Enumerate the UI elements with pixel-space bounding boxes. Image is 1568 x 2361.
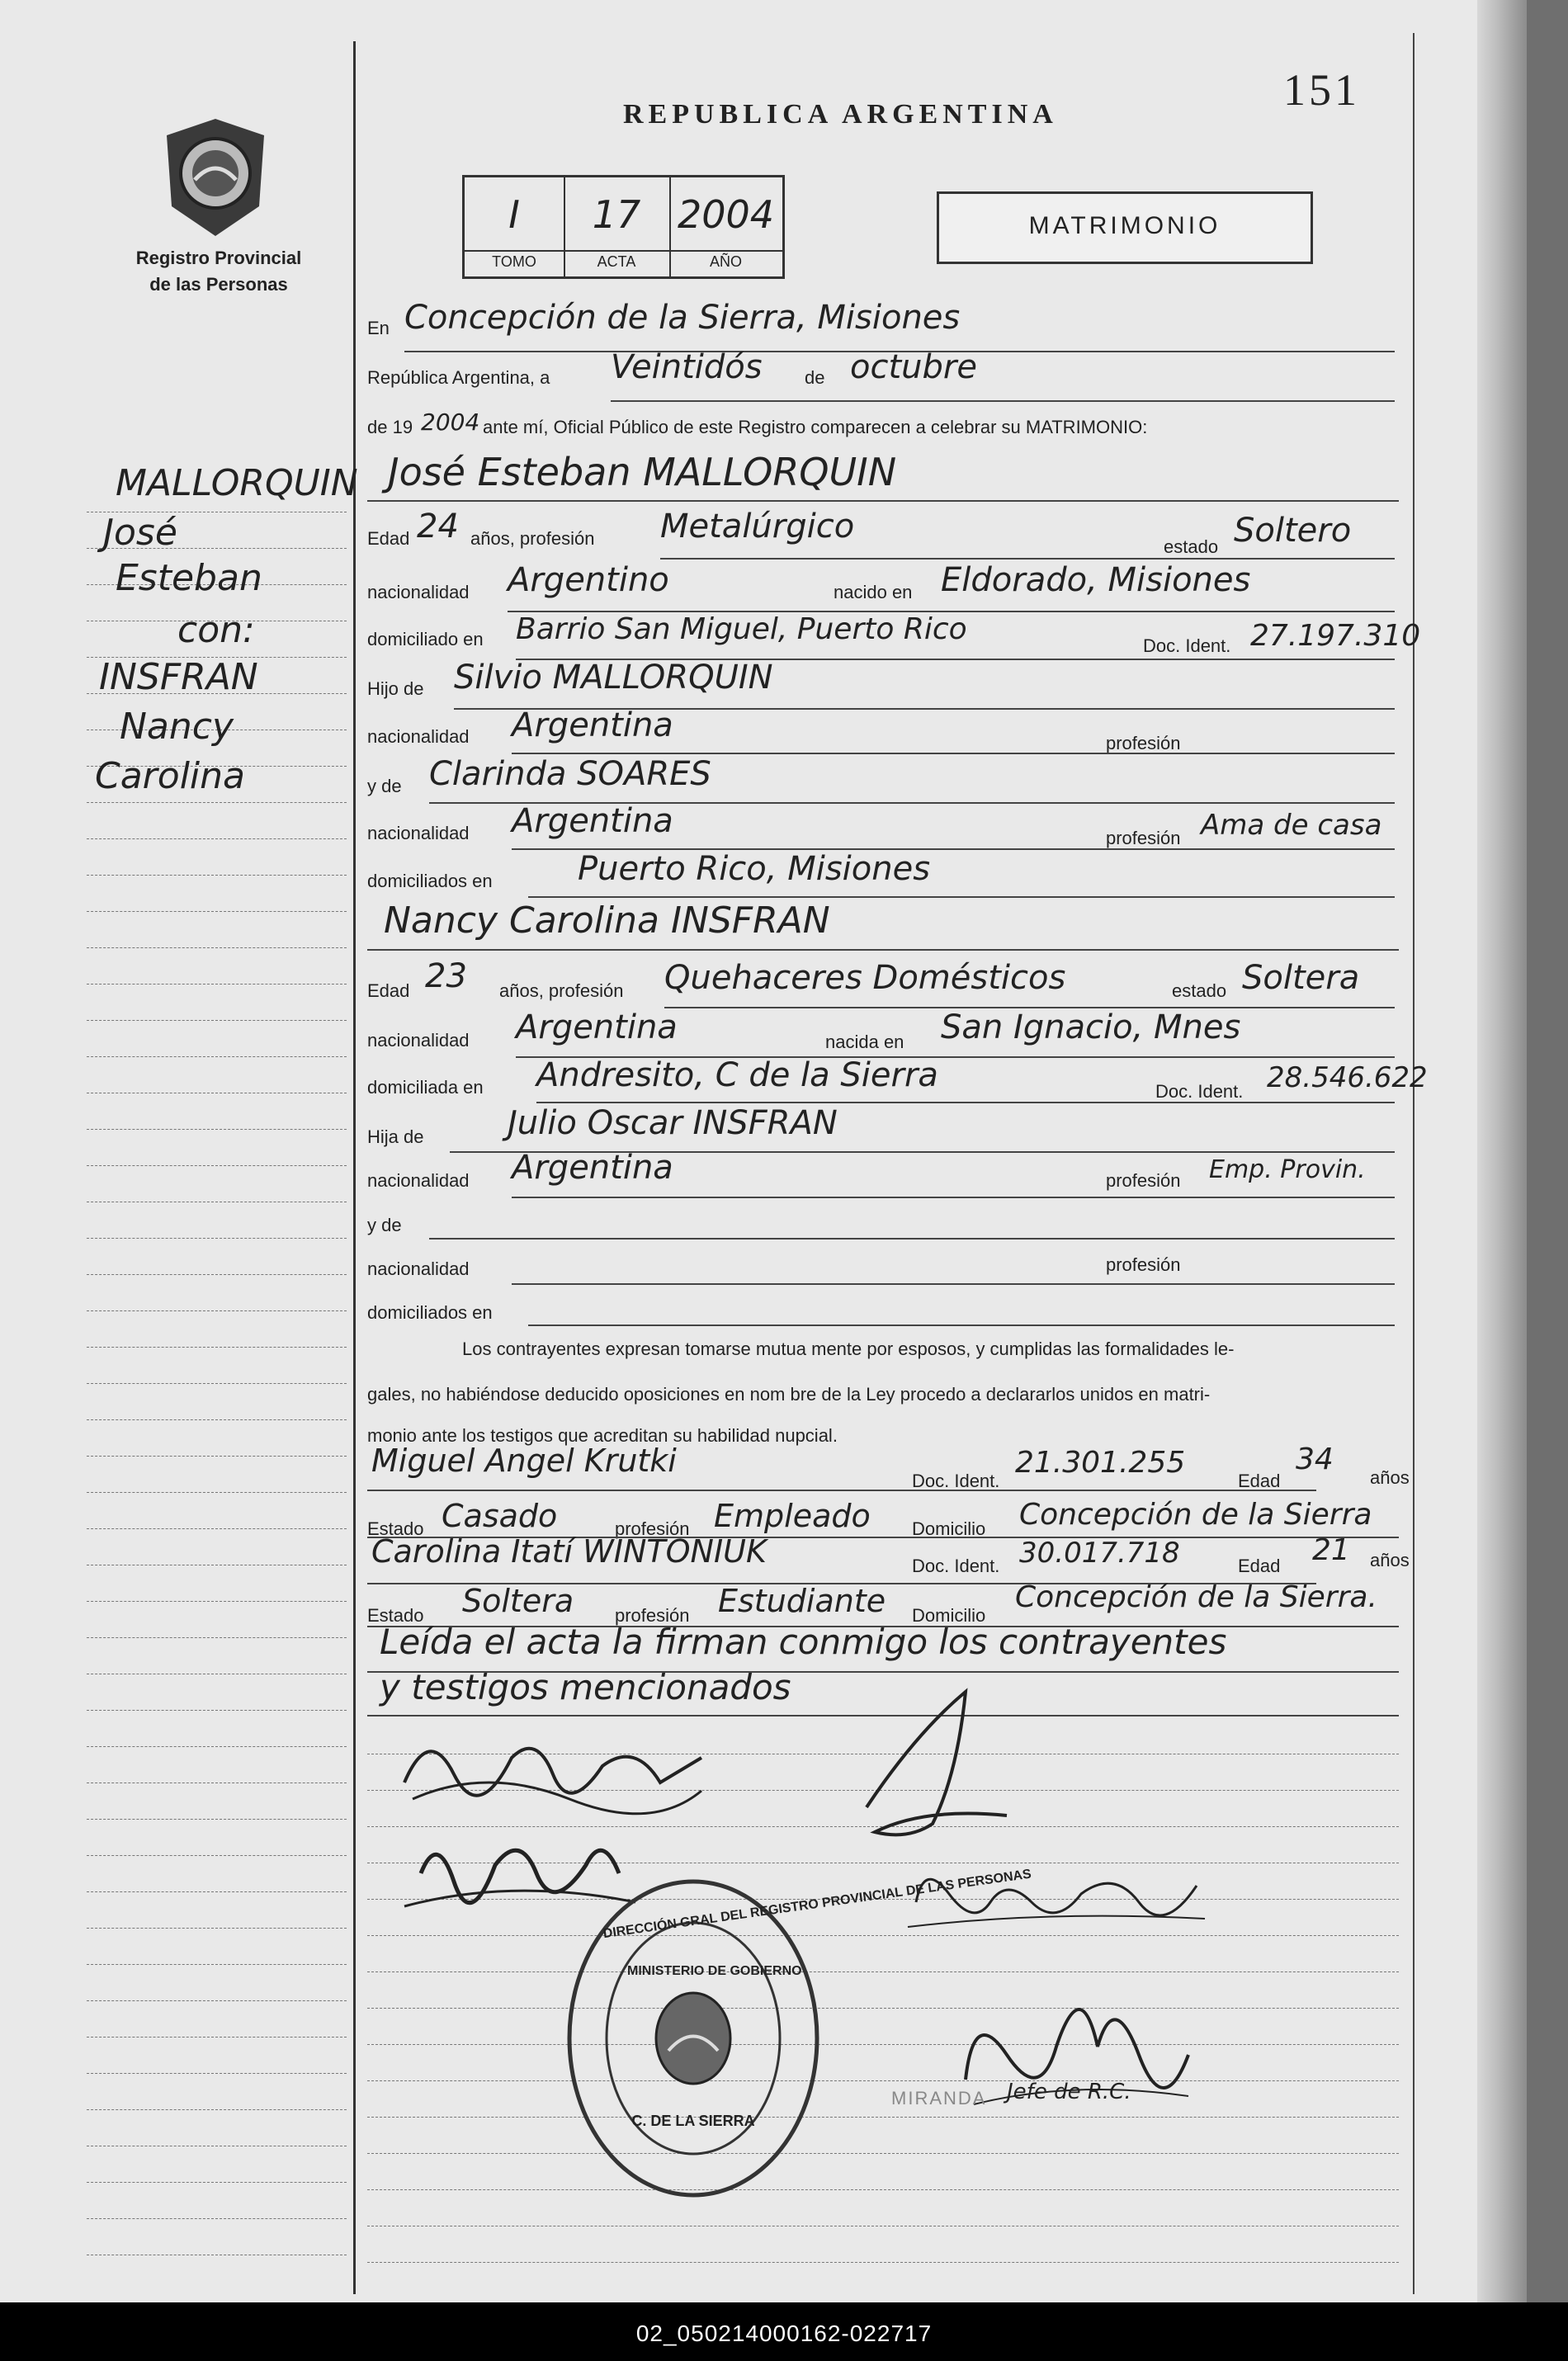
witness1-profesion: Empleado [714, 1498, 871, 1534]
witness1-name: Miguel Angel Krutki [371, 1443, 677, 1479]
witness2-domicilio: Concepción de la Sierra. [1015, 1580, 1377, 1614]
margin-rule [87, 875, 347, 876]
witness1-edad: 34 [1296, 1443, 1334, 1476]
body-rule [367, 2008, 1399, 2009]
groom-madre-nac: Argentina [512, 802, 673, 840]
body-rule [367, 2189, 1399, 2190]
witness2-anios-label: años [1370, 1550, 1410, 1570]
margin-note-surname: MALLORQUIN [116, 462, 358, 504]
closing-line1: Leída el acta la firman conmigo los contrayentes [380, 1622, 1227, 1662]
margin-rule [87, 838, 347, 839]
witness2-estado-label: Estado [367, 1605, 424, 1626]
witness2-edad-label: Edad [1238, 1556, 1281, 1576]
bride-padre-nac: Argentina [512, 1149, 673, 1187]
groom-estado-label: estado [1164, 536, 1219, 557]
margin-note-line5: INSFRAN [99, 656, 258, 698]
margin-rule [87, 1637, 347, 1638]
margin-note-line3: Esteban [116, 557, 262, 599]
year-prefix-label: de 19 [367, 417, 413, 437]
margin-rule [87, 1746, 347, 1747]
groom-profesion: Metalúrgico [660, 508, 855, 545]
groom-profesion-label: años, profesión [470, 528, 595, 549]
margin-rule [87, 1274, 347, 1275]
bride-nacionalidad: Argentina [516, 1008, 678, 1046]
declaration-line2: gales, no habiéndose deducido oposiciones en nom bre de la Ley procedo a declararlos unidos en matri- [367, 1384, 1211, 1405]
groom-padre-nac: Argentina [512, 706, 673, 744]
en-label: En [367, 318, 390, 338]
intro-text: ante mí, Oficial Público de este Registro comparecen a celebrar su MATRIMONIO: [483, 417, 1148, 437]
margin-rule [87, 1710, 347, 1711]
margin-rule [87, 1419, 347, 1420]
margin-note-line2: José [103, 512, 177, 554]
bride-domicilio: Andresito, C de la Sierra [536, 1056, 938, 1094]
declaration-line1: Los contrayentes expresan tomarse mutua mente por esposos, y cumplidas las formalidades le- [462, 1339, 1235, 1359]
signature-official-icon [941, 1956, 1205, 2137]
groom-edad: 24 [417, 508, 459, 545]
body-rule [367, 2044, 1399, 2045]
bride-doc-label: Doc. Ident. [1155, 1081, 1244, 1102]
margin-rule [87, 1855, 347, 1856]
groom-doc-label: Doc. Ident. [1143, 635, 1231, 656]
bride-doc: 28.546.622 [1267, 1061, 1428, 1094]
bride-profesion-label: años, profesión [499, 980, 624, 1001]
registry-name-line2: de las Personas [149, 274, 288, 295]
margin-rule [87, 802, 347, 803]
margin-rule [87, 2218, 347, 2219]
tomo-label: TOMO [492, 253, 536, 270]
bride-dom-label: domiciliada en [367, 1077, 484, 1098]
bride-nacida-label: nacida en [825, 1032, 904, 1052]
bride-padres-dom-label: domiciliados en [367, 1302, 493, 1323]
margin-note-line4: con: [177, 609, 255, 651]
bride-estado-label: estado [1172, 980, 1227, 1001]
bride-hija-label: Hija de [367, 1126, 424, 1147]
margin-rule [87, 1347, 347, 1348]
groom-hijo-label: Hijo de [367, 678, 424, 699]
bride-profesion: Quehaceres Domésticos [664, 959, 1066, 997]
anio-value: 2004 [677, 192, 775, 237]
witness1-edad-label: Edad [1238, 1471, 1281, 1491]
stamp-inner: MINISTERIO DE GOBIERNO [627, 1964, 802, 1978]
margin-rule [87, 1238, 347, 1239]
witness1-doc-label: Doc. Ident. [912, 1471, 1000, 1491]
margin-rule [87, 1528, 347, 1529]
witness2-name: Carolina Itatí WINTONIUK [371, 1533, 767, 1570]
margin-rule [87, 2073, 347, 2074]
year-value: 2004 [421, 408, 480, 436]
page-number: 151 [1283, 65, 1360, 115]
groom-padre-prof-label: profesión [1106, 733, 1181, 753]
bride-padre: Julio Oscar INSFRAN [508, 1104, 838, 1142]
groom-madre: Clarinda SOARES [429, 755, 711, 793]
margin-rule [87, 1819, 347, 1820]
witness1-doc: 21.301.255 [1015, 1446, 1186, 1480]
margin-rule [87, 1310, 347, 1311]
margin-rule [87, 1383, 347, 1384]
margin-rule [87, 947, 347, 948]
margin-note-line7: Carolina [95, 755, 245, 797]
margin-rule [87, 984, 347, 985]
act-type-label: MATRIMONIO [1028, 212, 1221, 239]
margin-rule [87, 1601, 347, 1602]
groom-madre-nac-label: nacionalidad [367, 823, 470, 843]
groom-yde-label: y de [367, 776, 402, 796]
acta-value: 17 [592, 192, 641, 237]
scan-file-id: 02_050214000162-022717 [635, 2321, 933, 2346]
groom-nacido-label: nacido en [834, 582, 913, 602]
bride-estado: Soltera [1242, 959, 1360, 997]
witness2-edad: 21 [1312, 1533, 1350, 1567]
margin-rule [87, 1129, 347, 1130]
bride-padre-prof: Emp. Provin. [1209, 1155, 1366, 1184]
groom-estado: Soltero [1234, 512, 1352, 550]
witness2-profesion-label: profesión [615, 1605, 690, 1626]
witness1-estado-label: Estado [367, 1518, 424, 1539]
act-type-box [937, 191, 1313, 264]
margin-rule [87, 2109, 347, 2110]
bride-madre-prof-label: profesión [1106, 1254, 1181, 1275]
witness1-domicilio: Concepción de la Sierra [1019, 1498, 1372, 1532]
witness2-profesion: Estudiante [718, 1583, 886, 1619]
witness2-estado: Soltera [462, 1583, 574, 1619]
republica-label: República Argentina, a [367, 367, 550, 388]
margin-rule [87, 2182, 347, 2183]
witness1-profesion-label: profesión [615, 1518, 690, 1539]
official-name: MIRANDA [891, 2088, 987, 2108]
groom-nacionalidad: Argentino [508, 561, 669, 599]
groom-edad-label: Edad [367, 528, 410, 549]
witness2-doc: 30.017.718 [1019, 1537, 1180, 1570]
month-de-label: de [805, 367, 825, 388]
closing-line2: y testigos mencionados [380, 1667, 791, 1707]
margin-rule [87, 1492, 347, 1493]
city-value: Concepción de la Sierra, Misiones [404, 299, 961, 337]
bride-madre-nac-label: nacionalidad [367, 1258, 470, 1279]
margin-rule [87, 1928, 347, 1929]
margin-rule [87, 2037, 347, 2038]
body-rule [367, 2262, 1399, 2263]
groom-madre-prof: Ama de casa [1201, 809, 1382, 842]
groom-padres-dom: Puerto Rico, Misiones [578, 850, 931, 888]
bride-padre-prof-label: profesión [1106, 1170, 1181, 1191]
groom-nac-label: nacionalidad [367, 582, 470, 602]
witness2-doc-label: Doc. Ident. [912, 1556, 1000, 1576]
margin-rule [87, 1456, 347, 1457]
groom-dom-label: domiciliado en [367, 629, 484, 649]
margin-note-line6: Nancy [120, 706, 234, 748]
bride-nacida: San Ignacio, Mnes [941, 1008, 1241, 1046]
groom-madre-prof-label: profesión [1106, 828, 1181, 848]
groom-padres-dom-label: domiciliados en [367, 871, 493, 891]
margin-rule [87, 1165, 347, 1166]
declaration-line3: monio ante los testigos que acreditan su habilidad nupcial. [367, 1425, 838, 1446]
province-emblem-icon [162, 116, 269, 239]
reference-box [462, 175, 785, 279]
bride-edad: 23 [425, 957, 467, 995]
witness1-estado: Casado [442, 1498, 558, 1534]
margin-rule [87, 1020, 347, 1021]
bride-name: Nancy Carolina INSFRAN [384, 900, 830, 942]
month-value: octubre [850, 348, 977, 386]
body-rule [367, 1935, 1399, 1936]
anio-label: AÑO [709, 253, 742, 270]
margin-rule [87, 911, 347, 912]
bride-yde-label: y de [367, 1215, 402, 1235]
margin-divider [353, 41, 356, 2294]
registry-name-line1: Registro Provincial [135, 248, 302, 268]
body-rule [367, 1971, 1399, 1972]
bride-nac-label: nacionalidad [367, 1030, 470, 1051]
witness2-domicilio-label: Domicilio [912, 1605, 986, 1626]
tomo-value: I [508, 192, 520, 237]
body-rule [367, 2080, 1399, 2081]
bride-padre-nac-label: nacionalidad [367, 1170, 470, 1191]
margin-rule [87, 1964, 347, 1965]
acta-label: ACTA [597, 253, 636, 270]
margin-rule [87, 2000, 347, 2001]
groom-name: José Esteban MALLORQUIN [388, 450, 897, 494]
groom-nacido: Eldorado, Misiones [941, 561, 1251, 599]
margin-rule [87, 1056, 347, 1057]
stamp-bottom: C. DE LA SIERRA [631, 2113, 755, 2129]
witness1-anios-label: años [1370, 1467, 1410, 1488]
book-binding-edge [1477, 0, 1527, 2302]
body-rule [367, 2117, 1399, 2118]
margin-rule [87, 1891, 347, 1892]
groom-padre-nac-label: nacionalidad [367, 726, 470, 747]
official-title: Jefe de R.C. [1007, 2080, 1131, 2104]
signature-bride-icon [842, 1683, 1023, 1857]
right-border [1413, 33, 1415, 2294]
country-title: REPUBLICA ARGENTINA [623, 99, 1058, 130]
groom-domicilio: Barrio San Miguel, Puerto Rico [516, 612, 967, 646]
groom-padre: Silvio MALLORQUIN [454, 659, 773, 696]
witness1-domicilio-label: Domicilio [912, 1518, 986, 1539]
day-value: Veintidós [611, 348, 763, 386]
groom-doc: 27.197.310 [1250, 619, 1421, 653]
bride-edad-label: Edad [367, 980, 410, 1001]
signature-witness-icon [900, 1844, 1213, 1943]
body-rule [367, 2153, 1399, 2154]
